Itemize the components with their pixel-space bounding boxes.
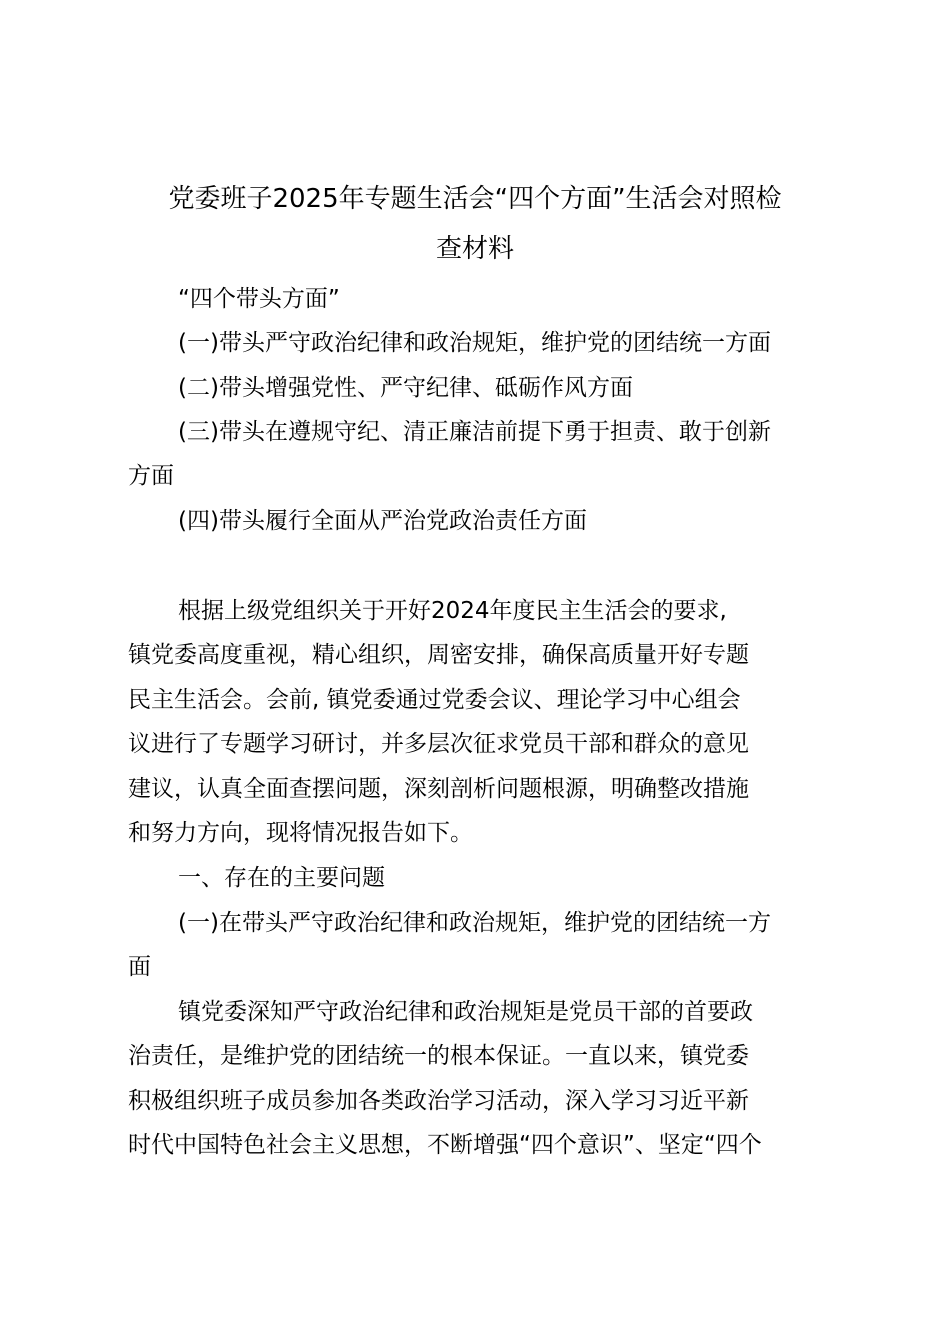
- outline-item-3: (三)带头在遵规守纪、清正廉洁前提下勇于担责、敢于创新: [178, 419, 771, 445]
- intro-paragraph-line-5: 建议，认真全面查摆问题，深刻剖析问题根源，明确整改措施: [128, 776, 749, 802]
- document-title-line-1: 党委班子2025年专题生活会“四个方面”生活会对照检: [168, 184, 782, 214]
- intro-paragraph-line-4: 议进行了专题学习研讨，并多层次征求党员干部和群众的意见: [128, 731, 749, 757]
- outline-item-1: (一)带头严守政治纪律和政治规矩，维护党的团结统一方面: [178, 330, 771, 356]
- intro-paragraph-line-3: 民主生活会。会前, 镇党委通过党委会议、理论学习中心组会: [128, 687, 741, 713]
- outline-item-3-continued: 方面: [128, 463, 174, 489]
- subsection-heading-line-1: (一)在带头严守政治纪律和政治规矩，维护党的团结统一方: [178, 910, 771, 936]
- intro-paragraph-line-6: 和努力方向，现将情况报告如下。: [128, 820, 473, 846]
- section-heading: 一、存在的主要问题: [178, 865, 385, 891]
- document-title-line-2: 查材料: [435, 234, 514, 264]
- body-paragraph-line-4: 时代中国特色社会主义思想，不断增强“四个意识”、坚定“四个: [128, 1132, 762, 1158]
- intro-paragraph-line-1: 根据上级党组织关于开好2024年度民主生活会的要求,: [178, 598, 727, 624]
- intro-paragraph-line-2: 镇党委高度重视，精心组织，周密安排，确保高质量开好专题: [128, 642, 749, 668]
- body-paragraph-line-2: 治责任，是维护党的团结统一的根本保证。一直以来，镇党委: [128, 1043, 749, 1069]
- outline-item-2: (二)带头增强党性、严守纪律、砥砺作风方面: [178, 375, 633, 401]
- body-paragraph-line-1: 镇党委深知严守政治纪律和政治规矩是党员干部的首要政: [178, 999, 753, 1025]
- body-paragraph-line-3: 积极组织班子成员参加各类政治学习活动，深入学习习近平新: [128, 1088, 749, 1114]
- outline-heading: “四个带头方面”: [178, 286, 340, 312]
- subsection-heading-line-2: 面: [128, 954, 151, 980]
- outline-item-4: (四)带头履行全面从严治党政治责任方面: [178, 508, 587, 534]
